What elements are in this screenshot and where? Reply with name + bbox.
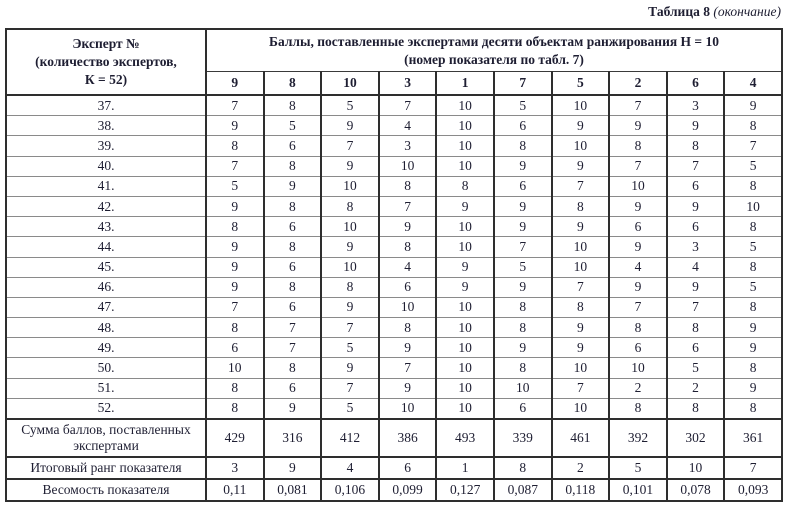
score-cell: 5	[321, 95, 379, 116]
score-cell: 7	[609, 95, 667, 116]
score-cell: 7	[321, 136, 379, 156]
score-cell: 7	[667, 156, 725, 176]
score-cell: 9	[494, 217, 552, 237]
corner-header-line2: (количество экспертов,	[35, 54, 177, 69]
score-cell: 7	[321, 318, 379, 338]
score-cell: 10	[552, 136, 610, 156]
score-cell: 7	[667, 297, 725, 317]
score-cell: 10	[436, 217, 494, 237]
score-cell: 7	[264, 318, 322, 338]
score-cell: 8	[724, 297, 782, 317]
score-cell: 9	[724, 338, 782, 358]
score-cell: 8	[724, 398, 782, 419]
score-cell: 9	[724, 318, 782, 338]
indicator-number: 6	[667, 72, 725, 96]
score-cell: 8	[724, 257, 782, 277]
summary-row	[6, 419, 782, 457]
summary-value-cell: 0,118	[552, 479, 610, 501]
score-cell: 7	[264, 338, 322, 358]
score-cell: 7	[552, 176, 610, 196]
summary-label: Сумма баллов, поставленных экспертами	[6, 419, 206, 457]
indicator-number: 4	[724, 72, 782, 96]
score-cell: 8	[264, 277, 322, 297]
span-header	[206, 29, 782, 72]
score-cell: 8	[379, 318, 437, 338]
score-cell: 10	[609, 358, 667, 378]
expert-row	[6, 358, 782, 378]
score-cell: 8	[264, 237, 322, 257]
score-cell: 7	[609, 156, 667, 176]
score-cell: 10	[436, 338, 494, 358]
score-cell: 8	[264, 95, 322, 116]
score-cell: 9	[552, 116, 610, 136]
score-cell: 9	[667, 116, 725, 136]
score-cell: 10	[552, 257, 610, 277]
score-cell: 8	[609, 318, 667, 338]
score-cell: 9	[436, 196, 494, 216]
score-cell: 8	[264, 358, 322, 378]
score-cell: 9	[552, 338, 610, 358]
score-cell: 8	[436, 176, 494, 196]
score-cell: 9	[552, 156, 610, 176]
score-cell: 9	[321, 116, 379, 136]
score-cell: 7	[206, 297, 264, 317]
score-cell: 9	[609, 237, 667, 257]
score-cell: 6	[264, 378, 322, 398]
score-cell: 8	[264, 196, 322, 216]
expert-row	[6, 237, 782, 257]
score-cell: 8	[552, 297, 610, 317]
score-cell: 7	[206, 95, 264, 116]
score-cell: 10	[552, 358, 610, 378]
summary-value-cell: 10	[667, 457, 725, 479]
summary-value-cell: 0,093	[724, 479, 782, 501]
score-cell: 9	[321, 297, 379, 317]
score-cell: 8	[667, 136, 725, 156]
score-cell: 6	[667, 217, 725, 237]
score-cell: 9	[206, 237, 264, 257]
score-cell: 3	[667, 95, 725, 116]
score-cell: 9	[206, 277, 264, 297]
score-cell: 9	[321, 358, 379, 378]
expert-number: 41.	[6, 176, 206, 196]
score-cell: 6	[264, 136, 322, 156]
indicator-number: 8	[264, 72, 322, 96]
expert-number: 46.	[6, 277, 206, 297]
score-cell: 10	[436, 95, 494, 116]
score-cell: 8	[494, 297, 552, 317]
score-cell: 8	[609, 398, 667, 419]
summary-value-cell: 8	[494, 457, 552, 479]
score-cell: 5	[494, 95, 552, 116]
score-cell: 6	[494, 116, 552, 136]
score-cell: 6	[264, 257, 322, 277]
score-cell: 9	[436, 257, 494, 277]
score-cell: 9	[264, 176, 322, 196]
score-cell: 9	[494, 196, 552, 216]
score-cell: 10	[321, 176, 379, 196]
score-cell: 7	[379, 358, 437, 378]
summary-value-cell: 0,081	[264, 479, 322, 501]
score-cell: 8	[321, 277, 379, 297]
score-cell: 6	[667, 338, 725, 358]
score-cell: 10	[379, 297, 437, 317]
expert-row	[6, 257, 782, 277]
score-cell: 9	[321, 156, 379, 176]
score-cell: 6	[494, 398, 552, 419]
summary-value-cell: 0,101	[609, 479, 667, 501]
score-cell: 9	[724, 95, 782, 116]
table-caption-note: (окончание)	[713, 4, 781, 19]
score-cell: 8	[724, 358, 782, 378]
summary-row	[6, 457, 782, 479]
score-cell: 9	[609, 196, 667, 216]
score-cell: 9	[436, 277, 494, 297]
score-cell: 10	[379, 156, 437, 176]
score-cell: 9	[321, 237, 379, 257]
score-cell: 8	[206, 217, 264, 237]
score-cell: 10	[609, 176, 667, 196]
score-cell: 5	[321, 338, 379, 358]
indicator-number: 10	[321, 72, 379, 96]
score-cell: 7	[494, 237, 552, 257]
score-cell: 5	[724, 277, 782, 297]
expert-row	[6, 398, 782, 419]
expert-number: 44.	[6, 237, 206, 257]
score-cell: 8	[724, 176, 782, 196]
score-cell: 7	[724, 136, 782, 156]
summary-value-cell: 493	[436, 419, 494, 457]
score-cell: 8	[494, 318, 552, 338]
expert-row	[6, 338, 782, 358]
summary-value-cell: 316	[264, 419, 322, 457]
score-cell: 7	[379, 196, 437, 216]
score-cell: 10	[436, 378, 494, 398]
span-header-line2: (номер показателя по табл. 7)	[404, 52, 584, 67]
score-cell: 5	[494, 257, 552, 277]
summary-value-cell: 0,078	[667, 479, 725, 501]
score-cell: 9	[494, 338, 552, 358]
score-cell: 8	[609, 136, 667, 156]
score-cell: 9	[552, 217, 610, 237]
score-cell: 9	[206, 196, 264, 216]
score-cell: 9	[552, 318, 610, 338]
score-cell: 6	[264, 297, 322, 317]
score-cell: 4	[379, 116, 437, 136]
header-row	[6, 29, 782, 72]
score-cell: 8	[206, 318, 264, 338]
score-cell: 9	[379, 338, 437, 358]
corner-header-line1: Эксперт №	[72, 36, 140, 51]
expert-row	[6, 277, 782, 297]
score-cell: 8	[379, 176, 437, 196]
score-cell: 6	[379, 277, 437, 297]
score-cell: 3	[379, 136, 437, 156]
score-cell: 5	[321, 398, 379, 419]
score-cell: 6	[206, 338, 264, 358]
score-cell: 10	[494, 378, 552, 398]
score-cell: 6	[264, 217, 322, 237]
score-cell: 10	[552, 95, 610, 116]
expert-row	[6, 196, 782, 216]
summary-value-cell: 0,099	[379, 479, 437, 501]
expert-number: 42.	[6, 196, 206, 216]
expert-number: 39.	[6, 136, 206, 156]
score-cell: 4	[609, 257, 667, 277]
score-cell: 6	[609, 338, 667, 358]
expert-number: 47.	[6, 297, 206, 317]
expert-row	[6, 95, 782, 116]
score-cell: 7	[552, 378, 610, 398]
score-cell: 8	[379, 237, 437, 257]
summary-value-cell: 1	[436, 457, 494, 479]
score-cell: 10	[436, 398, 494, 419]
indicator-number: 3	[379, 72, 437, 96]
indicator-number: 9	[206, 72, 264, 96]
score-cell: 9	[379, 217, 437, 237]
score-cell: 10	[724, 196, 782, 216]
expert-row	[6, 176, 782, 196]
expert-ranking-table	[5, 28, 783, 502]
expert-number: 40.	[6, 156, 206, 176]
score-cell: 9	[667, 196, 725, 216]
score-cell: 5	[667, 358, 725, 378]
score-cell: 4	[667, 257, 725, 277]
score-cell: 5	[264, 116, 322, 136]
corner-header-line3: К = 52)	[84, 72, 128, 87]
expert-number: 48.	[6, 318, 206, 338]
score-cell: 8	[724, 116, 782, 136]
score-cell: 8	[724, 217, 782, 237]
expert-number: 52.	[6, 398, 206, 419]
score-cell: 9	[206, 257, 264, 277]
score-cell: 9	[724, 378, 782, 398]
score-cell: 6	[609, 217, 667, 237]
summary-value-cell: 5	[609, 457, 667, 479]
expert-number: 50.	[6, 358, 206, 378]
summary-value-cell: 339	[494, 419, 552, 457]
summary-value-cell: 2	[552, 457, 610, 479]
expert-number: 45.	[6, 257, 206, 277]
score-cell: 10	[436, 156, 494, 176]
score-cell: 2	[609, 378, 667, 398]
summary-value-cell: 429	[206, 419, 264, 457]
summary-value-cell: 0,127	[436, 479, 494, 501]
score-cell: 8	[494, 136, 552, 156]
score-cell: 7	[206, 156, 264, 176]
expert-row	[6, 318, 782, 338]
score-cell: 5	[724, 156, 782, 176]
summary-value-cell: 302	[667, 419, 725, 457]
score-cell: 8	[667, 398, 725, 419]
table-caption	[0, 3, 790, 21]
expert-row	[6, 156, 782, 176]
score-cell: 9	[379, 378, 437, 398]
score-cell: 10	[206, 358, 264, 378]
summary-value-cell: 386	[379, 419, 437, 457]
score-cell: 3	[667, 237, 725, 257]
span-header-line1: Баллы, поставленные экспертами десяти объектам ранжирования Н = 10	[269, 34, 719, 49]
score-cell: 9	[667, 277, 725, 297]
score-cell: 6	[667, 176, 725, 196]
expert-number: 51.	[6, 378, 206, 398]
summary-value-cell: 3	[206, 457, 264, 479]
score-cell: 10	[436, 116, 494, 136]
expert-row	[6, 297, 782, 317]
expert-number: 37.	[6, 95, 206, 116]
score-cell: 8	[206, 398, 264, 419]
indicator-number: 5	[552, 72, 610, 96]
score-cell: 7	[609, 297, 667, 317]
score-cell: 5	[206, 176, 264, 196]
score-cell: 10	[436, 297, 494, 317]
score-cell: 8	[494, 358, 552, 378]
score-cell: 6	[494, 176, 552, 196]
summary-value-cell: 9	[264, 457, 322, 479]
score-cell: 8	[667, 318, 725, 338]
indicator-number: 2	[609, 72, 667, 96]
score-cell: 10	[436, 136, 494, 156]
expert-row	[6, 136, 782, 156]
summary-value-cell: 412	[321, 419, 379, 457]
summary-value-cell: 0,087	[494, 479, 552, 501]
score-cell: 9	[494, 156, 552, 176]
score-cell: 9	[609, 116, 667, 136]
score-cell: 10	[321, 217, 379, 237]
score-cell: 8	[552, 196, 610, 216]
indicator-number: 1	[436, 72, 494, 96]
summary-value-cell: 7	[724, 457, 782, 479]
expert-row	[6, 217, 782, 237]
summary-value-cell: 392	[609, 419, 667, 457]
summary-value-cell: 361	[724, 419, 782, 457]
summary-label: Итоговый ранг показателя	[6, 457, 206, 479]
score-cell: 4	[379, 257, 437, 277]
score-cell: 10	[436, 237, 494, 257]
score-cell: 9	[206, 116, 264, 136]
expert-row	[6, 378, 782, 398]
score-cell: 7	[321, 378, 379, 398]
score-cell: 10	[552, 398, 610, 419]
table-caption-number: Таблица 8	[648, 4, 710, 19]
summary-value-cell: 0,106	[321, 479, 379, 501]
score-cell: 9	[609, 277, 667, 297]
score-cell: 10	[321, 257, 379, 277]
indicator-number: 7	[494, 72, 552, 96]
score-cell: 8	[206, 136, 264, 156]
score-cell: 10	[379, 398, 437, 419]
score-cell: 2	[667, 378, 725, 398]
score-cell: 10	[436, 358, 494, 378]
expert-number: 43.	[6, 217, 206, 237]
expert-number: 38.	[6, 116, 206, 136]
score-cell: 7	[379, 95, 437, 116]
summary-value-cell: 461	[552, 419, 610, 457]
expert-row	[6, 116, 782, 136]
score-cell: 9	[264, 398, 322, 419]
expert-number: 49.	[6, 338, 206, 358]
summary-value-cell: 6	[379, 457, 437, 479]
score-cell: 10	[552, 237, 610, 257]
summary-value-cell: 4	[321, 457, 379, 479]
summary-label: Весомость показателя	[6, 479, 206, 501]
score-cell: 5	[724, 237, 782, 257]
score-cell: 10	[436, 318, 494, 338]
score-cell: 8	[321, 196, 379, 216]
score-cell: 8	[206, 378, 264, 398]
score-cell: 9	[494, 277, 552, 297]
summary-row	[6, 479, 782, 501]
summary-value-cell: 0,11	[206, 479, 264, 501]
score-cell: 7	[552, 277, 610, 297]
score-cell: 8	[264, 156, 322, 176]
corner-header	[6, 29, 206, 95]
